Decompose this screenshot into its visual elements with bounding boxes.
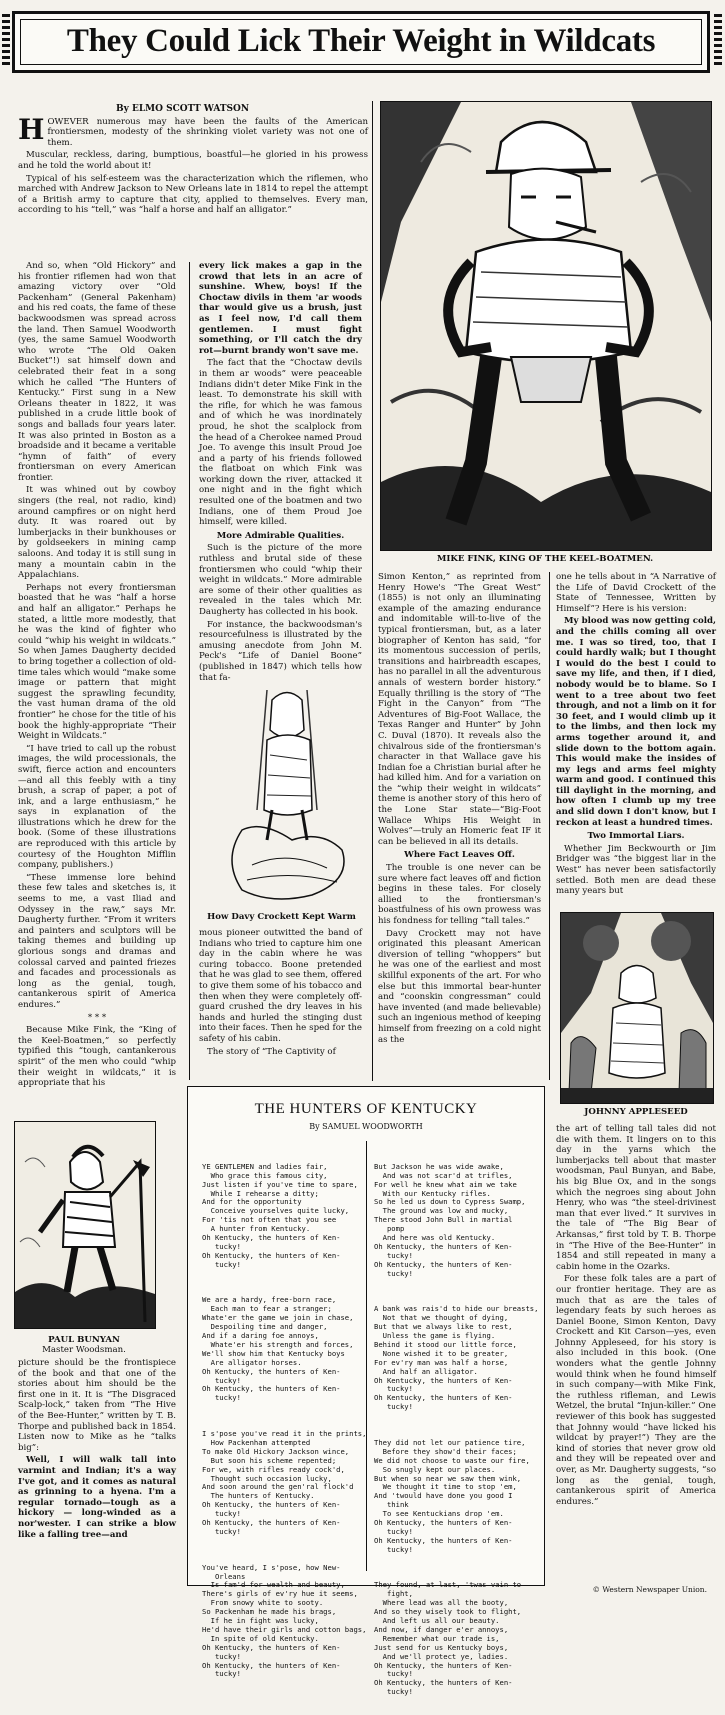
paragraph: mous pioneer outwitted the band of Indians who tried to capture him one day in the cabin where he was curing tobacco. Boone pretended that he was glad to see them, offered to give them some of his tobacco and then when they were completely off-guard crushed the dry leaves in his hands and hurled the stinging dust into their faces. Then he sped for the safety of his cabin. (199, 928, 362, 1044)
headline: They Could Lick Their Weight in Wildcats (66, 23, 656, 59)
drop-cap: H (18, 112, 45, 146)
headline-box (12, 11, 710, 73)
caption-mike-fink: MIKE FINK, KING OF THE KEEL-BOATMEN. (436, 554, 654, 564)
column-4-bottom (556, 1124, 716, 1509)
column-rule (372, 101, 373, 1081)
copyright-credit: © Western Newspaper Union. (592, 1585, 707, 1594)
paragraph: It was whined out by cowboy singers (the real, not radio, kind) around campfires or on night herd duty. It was roared out by lumberjacks in their bunkhouses or by goldseekers in mining camp saloons. And today it is still sung in many a mountain cabin in the Appalachians. (18, 485, 176, 581)
paragraph: Whether Jim Beckwourth or Jim Bridger was “the biggest liar in the West” has never been satisfactorily settled. Both men are dead these many years but (556, 843, 716, 897)
caption-davy-crockett: How Davy Crockett Kept Warm (207, 912, 356, 922)
paragraph: Because Mike Fink, the “King of the Keel-Boatmen,” so perfectly typified this “tough, cantankerous spirit” of the men who could “whip their weight in wildcats,” it is appropriate that his (18, 1025, 176, 1089)
poem-stanza: They found, at last, 'twas vain to fight, Where lead was all the booty, And so they wisely took to flight, And left us all our beauty. And now, if danger e'er annoys, Remember what our trade is, Just send for us Kentucky boys, And we'll protect ye, ladies. Oh Kentucky, the hunters of Ken- tucky! Oh Kentucky, the hunters of Ken- tucky! (374, 1580, 522, 1697)
header-hatch-right (714, 14, 722, 66)
poem-stanza: We are a hardy, free-born race, Each man to fear a stranger; Whate'er the game we join in chase, Despoiling time and danger, And if a daring foe annoys, Whate'er his strength and forces, We'll show him that Kentucky boys Are alligator horses. Oh Kentucky, the hunters of Ken- tucky! Oh Kentucky, the hunters of Ken- tucky! (202, 1295, 354, 1403)
paragraph: Davy Crockett may not have originated this pleasant American diversion of telling “whoppers” but he was one of the earliest and most skillful exponents of the art. For who else but this immortal bear-hunter and “coonskin congressman” could have invented (and made believable) such an ingenious method of keeping himself from freezing on a cold night as the (378, 928, 541, 1045)
poem-stanza: YE GENTLEMEN and ladies fair, Who grace this famous city, Just listen if you've time to spare, While I rehearse a ditty; And for the opportunity Conceive yourselves quite lucky, For 'tis not often that you see A hunter from Kentucky. Oh Kentucky, the hunters of Ken- tucky! Oh Kentucky, the hunters of Ken- tucky! (202, 1161, 358, 1269)
paragraph: For these folk tales are a part of our frontier heritage. They are as much that as are the tales of legendary feats by such heroes as Daniel Boone, Simon Kenton, Davy Crockett and Kit Carson—yes, even Johnny Appleseed, for his story is also included in this book. (One wonders what the gentle Johnny would think when he found himself in such company—with Mike Fink, the ruthless rifleman, and Lewis Wetzel, the brutal “Injun-killer.” One reviewer of this book has suggested that Johnny would “have licked his wildcat by prayer!”) They are the kind of stories that never grow old and they will be repeated over and over, as Mr. Daugherty suggests, “so long as the genial, tough, cantankerous spirit of America endures.” (556, 1274, 716, 1507)
paragraph: picture should be the frontispiece of the book and that one of the stories about him should be the first one in it. It is “The Disgraced Scalp-lock,” taken from “The Hive of the Bee-Hunter,” written by T. B. Thorpe and published back in 1854. Listen now to Mike as he “talks big”: (18, 1358, 176, 1453)
davy-crockett-illustration (212, 690, 364, 908)
johnny-appleseed-drawing (561, 913, 713, 1103)
mike-fink-drawing (381, 102, 711, 550)
poem-byline: By SAMUEL WOODWORTH (309, 1122, 423, 1131)
paragraph: “These immense lore behind these few tales and sketches is, it seems to me, a vast Iliad and Odyssey in the raw,” says Mr. Daugherty further. “From it writers and painters and sculptors will be taking themes and building up glorious songs and dramas and colossal carved and painted friezes and facades and processionals as long as the genial, tough, cantankerous spirit of America endures.” (18, 872, 176, 1010)
poem-stanza: They did not let our patience tire, Before they show'd their faces; We did not choose to waste our fire, So snugly kept our places. But when so near we saw them wink, We thought it time to stop 'em, And 'twould have done you good I think To see Kentuckians drop 'em. Oh Kentucky, the hunters of Ken- tucky! Oh Kentucky, the hunters of Ken- tucky! (374, 1437, 530, 1554)
poem-right-column (374, 1145, 538, 1715)
paragraph: the art of telling tall tales did not die with them. It lingers on to this day in the yarns which the lumberjacks tell about that master woodsman, Paul Bunyan, and Babe, his big Blue Ox, and in the songs which the negroes sing about John Henry, who was “the steel-drivinest man that ever lived.” It survives in the tale of “The Big Bear of Arkansas,” first told by T. B. Thorpe in “The Hive of the Bee-Hunter” in 1854 and still repeated in many a cabin home in the Ozarks. (556, 1124, 716, 1272)
header-hatch-left (2, 14, 10, 66)
paragraph: Typical of his self-esteem was the characterization which the riflemen, who marched with Andrew Jackson to New Orleans late in 1814 to repel the attempt of a British army to capture that city, applied to themselves. Every man, according to his “tell,” was “half a horse and half an alligator.” (18, 173, 368, 216)
mike-fink-illustration (380, 101, 712, 551)
column-2 (199, 261, 362, 685)
column-1 (18, 104, 368, 218)
paul-bunyan-illustration (14, 1121, 156, 1329)
davy-crockett-drawing (212, 690, 364, 908)
paragraph: one he tells about in “A Narrative of the Life of David Crockett of the State of Tennessee, Written by Himself”? Here is his version: (556, 572, 716, 614)
paragraph: “I have tried to call up the robust images, the wild processionals, the swift, fierce action and encounters—and all this feebly with a tiny brush, a scrap of paper, a pot of ink, and a large enthusiasm,” he says in explanation of the illustrations which he drew for the book. (Some of these illustrations are reproduced with this article by courtesy of the Houghton Mifflin company, publishers.) (18, 743, 176, 871)
column-rule (189, 262, 190, 1080)
poem-stanza: You've heard, I s'pose, how New- Orleans Is fam'd for wealth and beauty, There's girls of ev'ry hue it seems, From snowy white to sooty. So Packenham he made his brags, If he in fight was lucky, He'd have their girls and cotton bags, In spite of old Kentucky. Oh Kentucky, the hunters of Ken- tucky! Oh Kentucky, the hunters of Ken- tucky! (202, 1562, 367, 1679)
caption-paul-bunyan (14, 1335, 154, 1355)
column-3 (378, 572, 541, 1047)
section-stars: * * * (87, 1012, 107, 1023)
paragraph: Muscular, reckless, daring, bumptious, boastful—he gloried in his prowess and he told the world about it! (18, 150, 368, 171)
paragraph: For instance, the backwoodsman's resourcefulness is illustrated by the amusing anecdote from John M. Peck's “Life of Daniel Boone” (published in 1847) which tells how that fa- (199, 619, 362, 683)
poem-left-column (202, 1145, 366, 1697)
paragraph: Such is the picture of the more ruthless and brutal side of these frontiersmen who could “whip their weight in wildcats.” More admirable are some of their other qualities as revealed in the tales which Mr. Daugherty has collected in his book. (199, 543, 362, 617)
poem-stanza: But Jackson he was wide awake, And was not scar'd at trifles, For well he knew what aim we take With our Kentucky rifles. So he led us down to Cypress Swamp, The ground was low and mucky, There stood John Bull in martial pomp And here was old Kentucky. Oh Kentucky, the hunters of Ken- tucky! Oh Kentucky, the hunters of Ken- tucky! (374, 1161, 526, 1278)
caption-title: PAUL BUNYAN (48, 1335, 120, 1345)
paragraph: The story of “The Captivity of (207, 1046, 336, 1057)
quote-paragraph: My blood was now getting cold, and the chills coming all over me. I was so tired, too, that I could hardly walk; but I thought I would do the best I could to save my life, and then, if I died, nobody would be to blame. So I went to a tree about two feet through, and not a limb on it for 30 feet, and I would climb up it to the limbs, and then lock my arms together around it, and slide down to the bottom again. This would make the insides of my legs and arms feel mighty warm and good. I continued this till daylight in the morning, and how often I clumb up my tree and slid down I don't know, but I reckon at least a hundred times. (556, 616, 716, 828)
paragraph: Perhaps not every frontiersman boasted that he was “half a horse and half an alligator.” Perhaps he stated, a little more modestly, that he was the kind of fighter who could “whip his weight in wildcats.” So when James Daugherty decided to bring together a collection of old-time tales which would “make some image or pattern that might suggest the sprawling fecundity, the vast human drama of the old frontier” he chose for the title of his book the highly-appropriate “Their Weight in Wildcats.” (18, 582, 176, 742)
subhead-more-admirable: More Admirable Qualities. (216, 530, 345, 541)
paragraph: And so, when “Old Hickory” and his frontier riflemen had won that amazing victory over “Old Packenham” (General Pakenham) and his red coats, the fame of these backwoodsmen was spread across the land. Then Samuel Woodworth (yes, the same Samuel Woodworth who wrote “The Old Oaken Bucket”!) sat himself down and celebrated their feat in a song which he called “The Hunters of Kentucky.” First sung in a New Orleans theater in 1822, it was published in a crude little book of songs and ballads four years later. It was also printed in Boston as a broadside and it became a veritable “hymn of faith” of every frontiersman on every American frontier. (18, 261, 176, 483)
subhead-where-fact: Where Fact Leaves Off. (404, 850, 515, 861)
caption-subtitle: Master Woodsman. (42, 1345, 126, 1355)
subhead-two-liars: Two Immortal Liars. (587, 831, 685, 842)
paragraph: Simon Kenton,” as reprinted from Henry Howe's “The Great West” (1855) is not only an illuminating example of the amazing endurance and indomitable will-to-live of the typical frontiersman, but, as a later biographer of Kenton has said, “for its momentous succession of perils, transitions and hairbreadth escapes, has no parallel in all the adventurous annals of western border history.” Equally thrilling is the story of “The Fight in the Canyon” from “The Adventures of Big-Foot Wallace, the Texas Ranger and Hunter” by John C. Duval (1870). It reveals also the chivalrous side of the frontiersman's character in that Wallace gave his Indian foe a Christian burial after he had killed him. And for a variation on the “whip their weight in wildcats” theme is another story of this hero of the Lone Star state—“Big-Foot Wallace Whips His Weight in Wolves”—truly an Homeric feat IF it can be believed in all its details. (378, 572, 541, 847)
quote-paragraph: every lick makes a gap in the crowd that lets in an acre of sunshine. Whew, boys! If the Choctaw divils in them 'ar woods thar would give us a brush, just as I feel now, I'd call them gentlemen. I must fight something, or I'll catch the dry rot—burnt brandy won't save me. (199, 261, 362, 356)
lead-paragraph: HOWEVER numerous may have been the faults of the American frontiersmen, modesty of the shrinking violet variety was not one of them. (18, 112, 368, 148)
poem-stanza: I s'pose you've read it in the prints, How Packenham attempted To make Old Hickory Jackson wince, But soon his scheme repented; For we, with rifles ready cock'd, Thought such occasion lucky, And soon around the gen'ral flock'd The hunters of Kentucky. Oh Kentucky, the hunters of Ken- tucky! Oh Kentucky, the hunters of Ken- tucky! (202, 1429, 367, 1536)
paragraph: The fact that the “Choctaw devils in them ar woods” were peaceable Indians didn't deter Mike Fink in the least. To demonstrate his skill with the rifle, for which he was famous and of which he was inordinately proud, he shot the scalplock from the head of a Cherokee named Proud Joe. To avenge this insult Proud Joe and a party of his friends followed the flatboat on which Fink was working down the river, attacked it one night and in the fight which resulted one of the boatmen and two Indians, one of them Proud Joe himself, were killed. (199, 358, 362, 528)
quote-paragraph: Well, I will walk tall into varmint and Indian; it's a way I've got, and it comes as natural as grinning to a hyena. I'm a regular tornado—tough as a hickory — long-winded as a nor'wester. I can strike a blow like a falling tree—and (18, 1455, 176, 1540)
column-4 (556, 572, 716, 899)
poem-stanza: A bank was rais'd to hide our breasts, Not that we thought of dying, But that we always like to rest, Unless the game is flying. Behind it stood our little force, None wished it to be greater, For ev'ry man was half a horse, And half an alligator. Oh Kentucky, the hunters of Ken- tucky! Oh Kentucky, the hunters of Ken- tucky! (374, 1304, 539, 1412)
column-rule (549, 572, 550, 1080)
poem-title: THE HUNTERS OF KENTUCKY (254, 1101, 478, 1117)
caption-johnny-appleseed: JOHNNY APPLESEED (584, 1107, 688, 1117)
column-1-bottom (18, 1358, 176, 1542)
paul-bunyan-drawing (15, 1122, 155, 1328)
paragraph: The trouble is one never can be sure where fact leaves off and fiction begins in these tales. For closely allied to the frontiersman's boastfulness of his own prowess was his fondness for telling “tall tales.” (378, 863, 541, 926)
column-2-bottom (199, 928, 362, 1059)
byline: By ELMO SCOTT WATSON (116, 104, 250, 114)
johnny-appleseed-illustration (560, 912, 714, 1104)
poem-box (187, 1086, 545, 1697)
column-1-narrow (18, 261, 176, 1091)
